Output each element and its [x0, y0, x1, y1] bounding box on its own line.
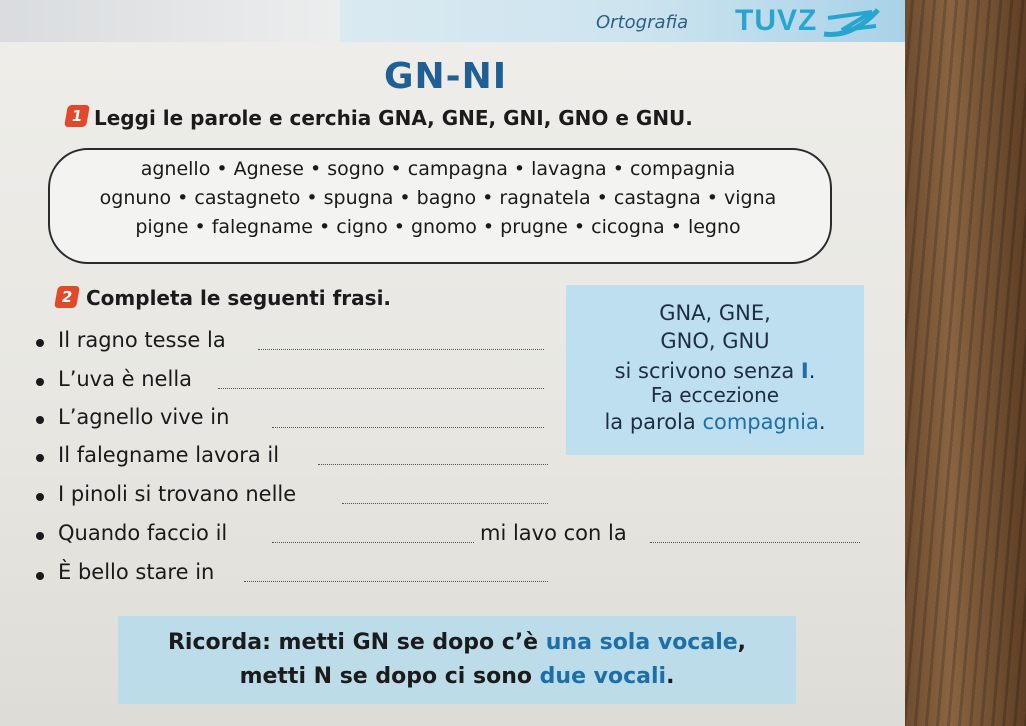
sentence-2: L’uva è nella — [58, 367, 193, 391]
word-line-1: agnello • Agnese • sogno • campagna • lavagna • compagnia — [140, 158, 736, 180]
rule-line-3-suffix: . — [808, 359, 816, 383]
exercise-1-instruction: Leggi le parole e cerchia GNA, GNE, GNI, GNO e GNU. — [94, 106, 693, 130]
bullet — [36, 454, 44, 462]
answer-blank-3[interactable] — [272, 426, 544, 428]
sentence-6-middle: mi lavo con la — [480, 521, 627, 545]
bullet — [36, 572, 44, 580]
section-label: Ortografia — [596, 12, 689, 33]
remember-line-1-start: Ricorda: metti GN se dopo c’è — [167, 630, 546, 655]
answer-blank-7[interactable] — [244, 580, 548, 582]
exercise-2-number: 2 — [54, 286, 80, 308]
page-title: GN-NI — [384, 56, 508, 97]
answer-blank-1[interactable] — [258, 348, 544, 350]
remember-line-2 — [118, 664, 796, 689]
rule-line-5-suffix: . — [818, 410, 826, 434]
rule-line-3 — [566, 359, 864, 383]
remember-line-1-highlight: una sola vocale — [545, 630, 738, 655]
answer-blank-2[interactable] — [218, 387, 544, 389]
word-line-2: ognuno • castagneto • spugna • bagno • ragnatela • castagna • vigna — [99, 187, 777, 209]
brand-swoosh-icon — [822, 4, 880, 42]
rule-line-2: GNO, GNU — [660, 329, 770, 353]
rule-line-5-word: compagnia — [702, 410, 819, 434]
brand-logo: TUVZ — [735, 4, 818, 37]
sentence-5: I pinoli si trovano nelle — [58, 482, 297, 506]
rule-box — [566, 285, 864, 455]
wooden-table-background — [900, 0, 1026, 726]
sentence-6: Quando faccio il — [58, 521, 228, 545]
exercise-2-instruction: Completa le seguenti frasi. — [86, 286, 392, 310]
bullet — [36, 339, 44, 347]
answer-blank-5[interactable] — [342, 502, 548, 504]
remember-line-2-start: metti N se dopo ci sono — [239, 664, 540, 689]
header-left-strip — [0, 0, 340, 42]
bullet — [36, 493, 44, 501]
bullet — [36, 532, 44, 540]
rule-line-5 — [566, 410, 864, 434]
remember-line-2-end: . — [666, 664, 675, 689]
sentence-7: È bello stare in — [58, 560, 215, 584]
answer-blank-6b[interactable] — [650, 541, 860, 543]
remember-line-1-end: , — [737, 630, 747, 655]
word-line-3: pigne • falegname • cigno • gnomo • prugne • cicogna • legno — [135, 216, 741, 238]
rule-line-5-prefix: la parola — [604, 410, 703, 434]
sentence-1: Il ragno tesse la — [58, 328, 226, 352]
answer-blank-6a[interactable] — [272, 541, 474, 543]
rule-line-1: GNA, GNE, — [659, 301, 771, 325]
rule-line-3-prefix: si scrivono senza — [614, 359, 801, 383]
exercise-1-number: 1 — [64, 105, 90, 127]
rule-line-3-letter: I — [800, 359, 809, 383]
sentence-4: Il falegname lavora il — [58, 443, 280, 467]
remember-line-2-highlight: due vocali — [539, 664, 667, 689]
sentence-3: L’agnello vive in — [58, 405, 230, 429]
bullet — [36, 416, 44, 424]
rule-line-4: Fa eccezione — [650, 383, 780, 407]
bullet — [36, 378, 44, 386]
remember-line-1 — [118, 630, 796, 655]
answer-blank-4[interactable] — [318, 463, 548, 465]
remember-box — [118, 616, 796, 704]
